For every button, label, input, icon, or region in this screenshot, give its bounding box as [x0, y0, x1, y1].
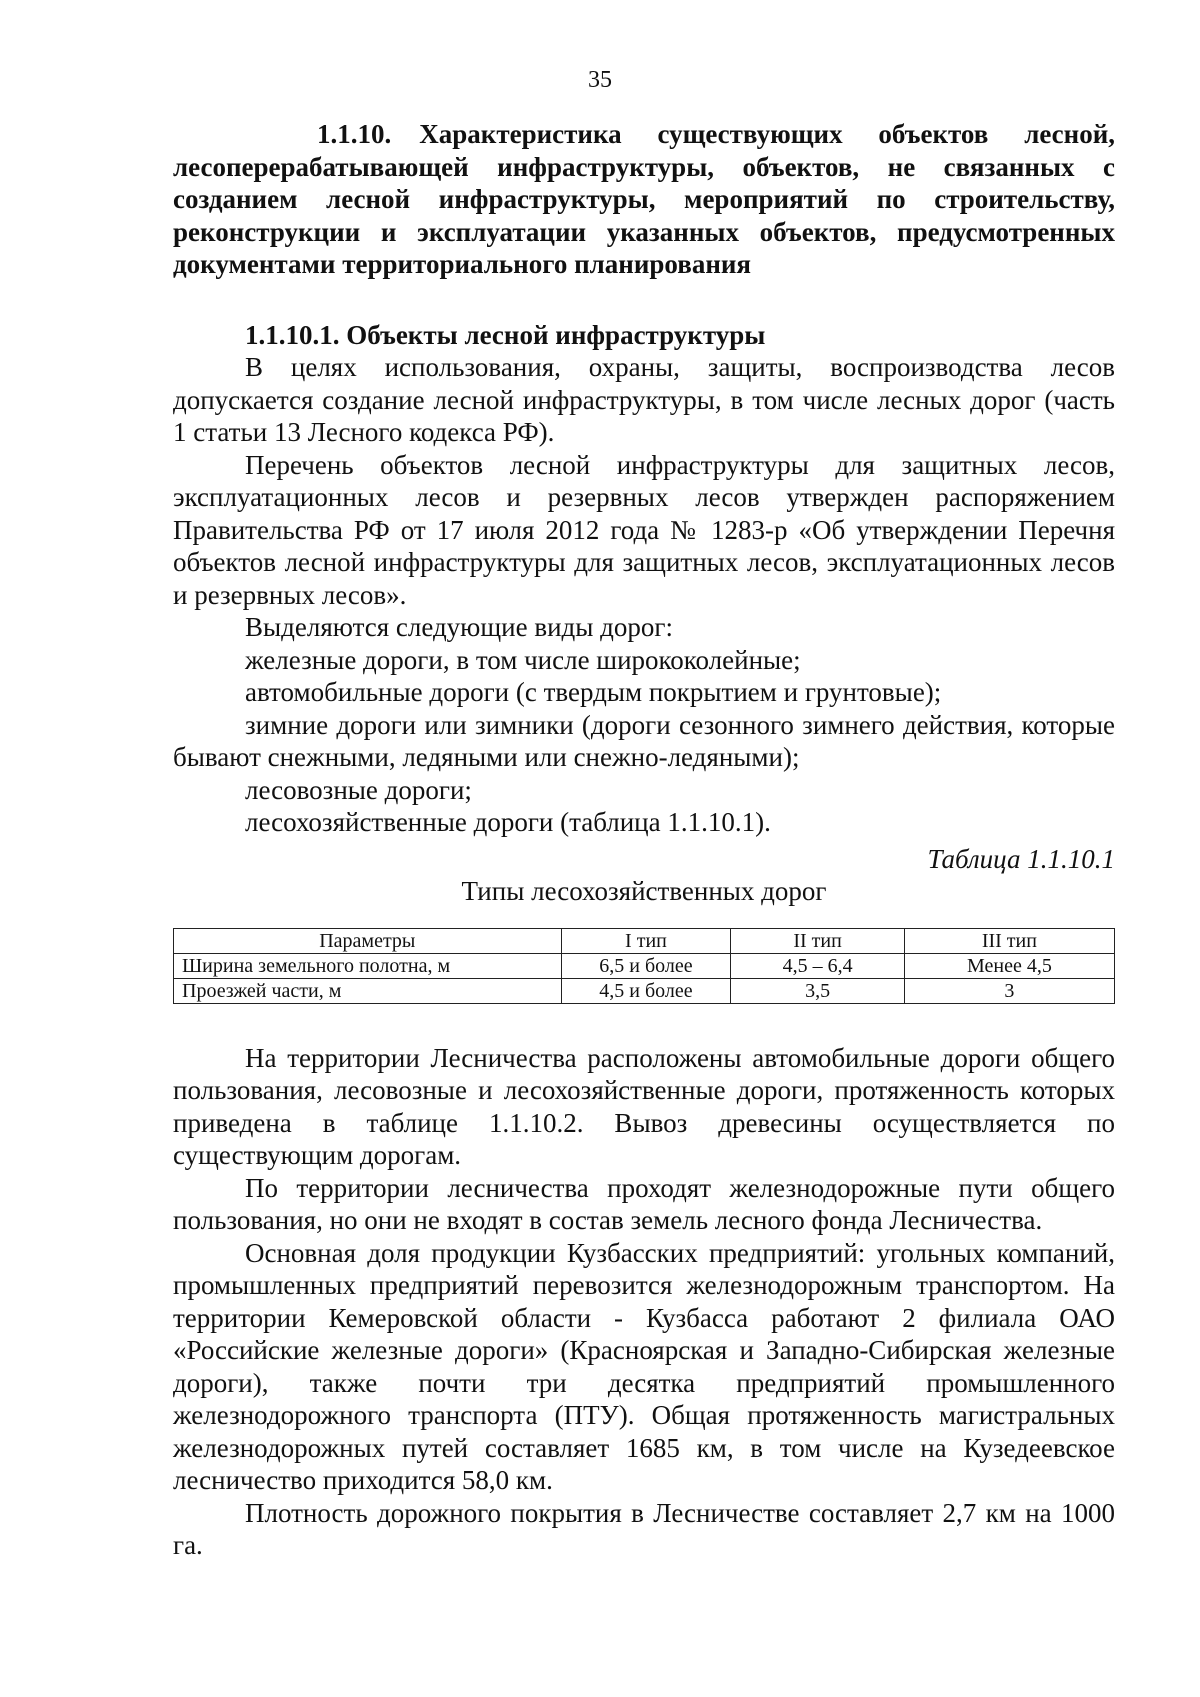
paragraph: Основная доля продукции Кузбасских предприятий: угольных компаний, промышленных предприятий перевозится железнодорожным транспортом. На территории Кемеровской области - Кузбасса работают 2 филиала ОАО «Российские железные дороги» (Красноярская и Западно-Сибирская железные дороги), также почти три десятка предприятий промышленного железнодорожного транспорта (ПТУ). Общая протяженность магистральных железнодорожных путей составляет 1685 км, в том числе на Кузедеевское лесничество приходится 58,0 км. [173, 1237, 1115, 1495]
paragraph: На территории Лесничества расположены автомобильные дороги общего пользования, лесовозные и лесохозяйственные дороги, протяженность которых приведена в таблице 1.1.10.2. Вывоз древесины осуществляется по существующим дорогам. [173, 1042, 1115, 1170]
road-type-item: автомобильные дороги (с твердым покрытием и грунтовые); [245, 677, 942, 707]
paragraph: Плотность дорожного покрытия в Лесничестве составляет 2,7 км на 1000 га. [173, 1497, 1115, 1560]
table-header-cell: III тип [904, 928, 1114, 953]
table-header-cell: Параметры [174, 928, 562, 953]
table-row [174, 953, 1115, 978]
page-content [173, 118, 1115, 1562]
table-cell: 3 [904, 978, 1114, 1003]
section-number: 1.1.10. [317, 119, 392, 149]
paragraph: Перечень объектов лесной инфраструктуры для защитных лесов, эксплуатационных лесов и резервных лесов утвержден распоряжением Правительства РФ от 17 июля 2012 года № 1283-р «Об утверждении Перечня объектов лесной инфраструктуры для защитных лесов, эксплуатационных лесов и резервных лесов». [173, 449, 1115, 610]
section-title: Характеристика существующих объектов лесной, лесоперерабатывающей инфраструктуры, объектов, не связанных с созданием лесной инфраструктуры, мероприятий по строительству, реконструкции и эксплуатации указанных объектов, предусмотренных документами территориального планирования [173, 119, 1115, 279]
table-cell: 6,5 и более [561, 953, 731, 978]
subsection-heading: 1.1.10.1. Объекты лесной инфраструктуры [245, 319, 766, 350]
table-cell: 3,5 [731, 978, 904, 1003]
section-heading [173, 118, 1115, 281]
road-types-intro: Выделяются следующие виды дорог: [245, 612, 673, 642]
road-types-table [173, 928, 1115, 1004]
table-row [174, 978, 1115, 1003]
table-cell: 4,5 – 6,4 [731, 953, 904, 978]
road-type-item: лесохозяйственные дороги (таблица 1.1.10.1). [245, 807, 771, 837]
table-cell: 4,5 и более [561, 978, 731, 1003]
table-header-cell: I тип [561, 928, 731, 953]
table-cell: Проезжей части, м [174, 978, 562, 1003]
paragraph: В целях использования, охраны, защиты, воспроизводства лесов допускается создание лесной инфраструктуры, в том числе лесных дорог (часть 1 статьи 13 Лесного кодекса РФ). [173, 352, 1115, 447]
table-cell: Менее 4,5 [904, 953, 1114, 978]
paragraph: По территории лесничества проходят железнодорожные пути общего пользования, но они не входят в состав земель лесного фонда Лесничества. [173, 1172, 1115, 1235]
table-label: Таблица 1.1.10.1 [927, 843, 1115, 874]
table-cell: Ширина земельного полотна, м [174, 953, 562, 978]
table-title: Типы лесохозяйственных дорог [461, 876, 827, 906]
road-type-item: железные дороги, в том числе ширококолейные; [245, 644, 801, 675]
road-type-item: лесовозные дороги; [245, 774, 472, 805]
table-header-row [174, 928, 1115, 953]
road-type-item: зимние дороги или зимники (дороги сезонного зимнего действия, которые бывают снежными, ледяными или снежно-ледяными); [173, 709, 1115, 772]
table-header-cell: II тип [731, 928, 904, 953]
page-number: 35 [588, 67, 612, 93]
